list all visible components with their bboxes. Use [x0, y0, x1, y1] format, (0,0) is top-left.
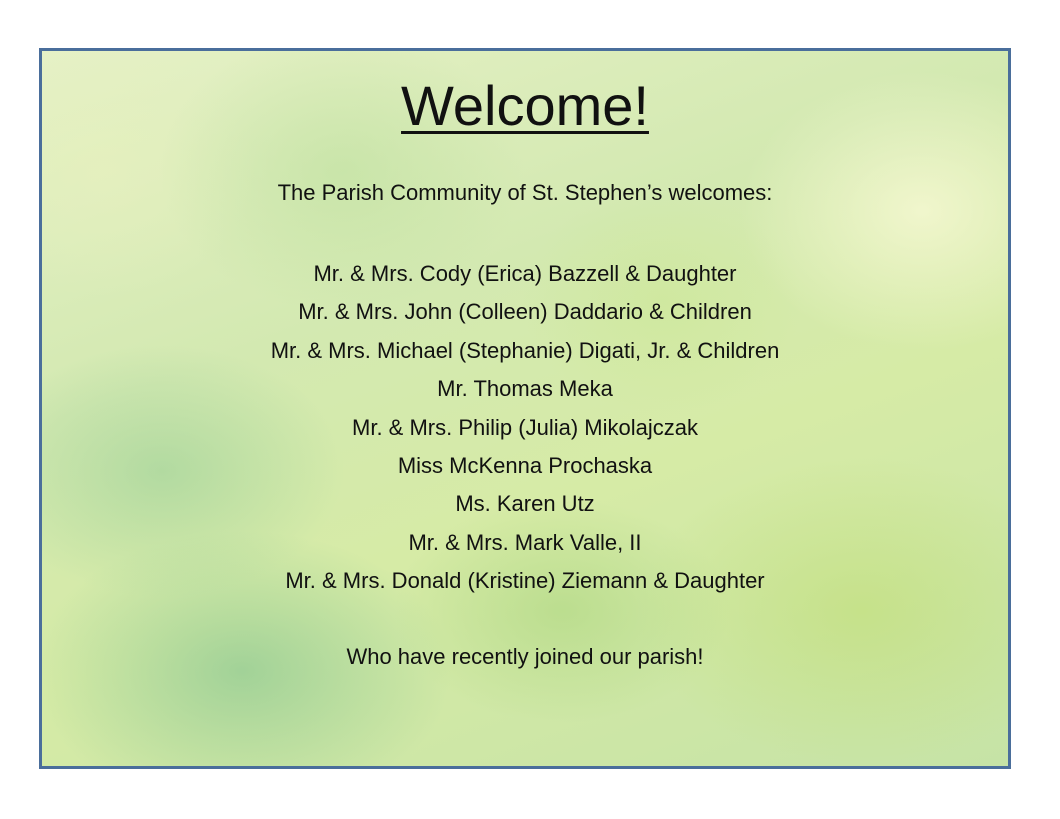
member-name: Mr. & Mrs. Philip (Julia) Mikolajczak	[352, 414, 698, 440]
closing-line: Who have recently joined our parish!	[346, 643, 704, 669]
member-name: Mr. & Mrs. Cody (Erica) Bazzell & Daughter	[313, 261, 737, 286]
member-name: Mr. & Mrs. Donald (Kristine) Ziemann & Daughter	[285, 568, 765, 594]
member-name: Ms. Karen Utz	[455, 491, 595, 517]
member-name: Mr. Thomas Meka	[437, 376, 613, 402]
member-name: Miss McKenna Prochaska	[397, 453, 653, 479]
intro-line: The Parish Community of St. Stephen’s welcomes:	[277, 180, 773, 205]
new-member-list	[42, 255, 1008, 601]
member-name: Mr. & Mrs. Michael (Stephanie) Digati, Jr. & Children	[270, 337, 780, 363]
flyer-title: Welcome!	[401, 74, 649, 137]
member-name: Mr. & Mrs. John (Colleen) Daddario & Children	[298, 299, 752, 325]
welcome-flyer-frame	[39, 48, 1011, 769]
flyer-content	[42, 51, 1008, 671]
member-name: Mr. & Mrs. Mark Valle, II	[408, 529, 642, 555]
